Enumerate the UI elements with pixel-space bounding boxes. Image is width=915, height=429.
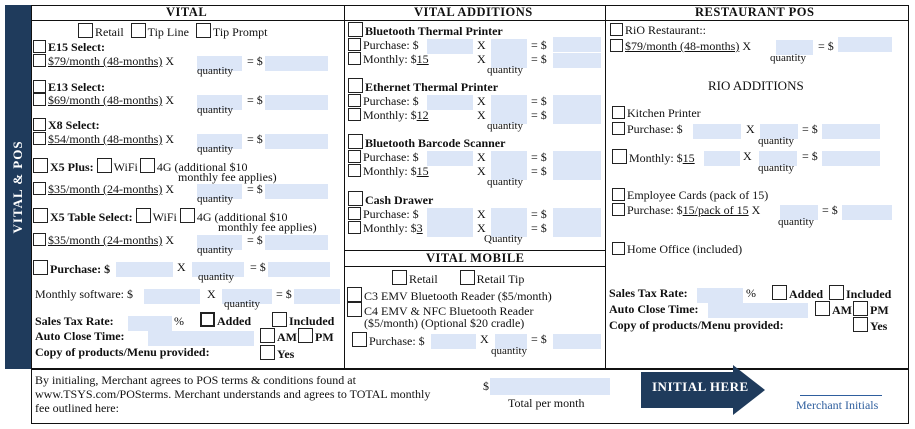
quantity-caption: quantity	[197, 193, 234, 205]
pos-included	[829, 285, 891, 302]
pos-sales-tax-label: Sales Tax Rate:	[609, 286, 688, 300]
monthly-software-label: Monthly software: $	[35, 287, 133, 301]
included-label: Included	[846, 287, 892, 301]
times-sign: X	[177, 260, 186, 274]
employee-purchase	[612, 203, 760, 218]
pos-am	[815, 301, 852, 318]
monthly-label: Monthly: $	[363, 108, 417, 122]
eth-printer-monthly-checkbox[interactable]	[348, 108, 361, 121]
equals-sign: = $	[531, 38, 547, 52]
x5plus-4g-label-2: monthly fee applies)	[178, 170, 277, 184]
header-rule-3	[605, 20, 909, 21]
terms-line-3: fee outlined here:	[35, 401, 119, 415]
vital-options-row	[78, 23, 268, 40]
equals-sign: = $	[247, 132, 263, 146]
added-checkbox[interactable]	[200, 312, 215, 327]
x5table-price-checkbox[interactable]	[33, 233, 46, 246]
x5table-4g-checkbox[interactable]	[180, 208, 195, 223]
e15-label: E15 Select:	[48, 40, 105, 54]
times-sign: X	[743, 149, 752, 163]
eth-printer-purchase-field[interactable]	[427, 95, 473, 110]
kitchen-row	[612, 106, 701, 121]
x5plus-price-checkbox[interactable]	[33, 182, 46, 195]
drawer-purchase-field[interactable]	[427, 208, 473, 223]
employee-row	[612, 188, 768, 203]
auto-close-am	[260, 328, 297, 345]
pos-copy-menu-label: Copy of products/Menu provided:	[609, 318, 784, 332]
purchase-price-field[interactable]	[116, 262, 173, 277]
x8-checkbox[interactable]	[33, 118, 46, 131]
times-sign: X	[207, 287, 216, 301]
kitchen-monthly-checkbox[interactable]	[612, 149, 627, 164]
sales-tax-label: Sales Tax Rate:	[35, 314, 114, 328]
c4-label: C4 EMV & NFC Bluetooth Reader	[364, 304, 534, 318]
employee-purchase-checkbox[interactable]	[612, 203, 625, 216]
bt-printer-monthly-checkbox[interactable]	[348, 52, 361, 65]
equals-sign: = $	[250, 260, 266, 274]
header-rule-2	[344, 20, 605, 21]
mobile-rule-bottom	[344, 266, 605, 267]
e13-price-row	[33, 93, 174, 108]
e13-total-field[interactable]	[265, 95, 328, 110]
merchant-initials-label[interactable]: Merchant Initials	[796, 398, 879, 412]
monthly-label: Monthly: $	[363, 52, 417, 66]
times-sign: X	[477, 38, 486, 52]
purchase-label: Purchase: $	[627, 203, 683, 217]
purchase-label: Purchase: $	[363, 94, 419, 108]
times-sign: X	[165, 93, 174, 107]
purchase-label: Purchase: $	[627, 122, 683, 136]
equals-sign: = $	[802, 149, 818, 163]
bt-scanner-total-field[interactable]	[553, 151, 601, 166]
equals-sign: = $	[822, 203, 838, 217]
kitchen-purchase-checkbox[interactable]	[612, 122, 625, 135]
eth-printer-monthly	[348, 108, 429, 123]
kitchen-total-field[interactable]	[822, 124, 880, 139]
x5plus-total-field[interactable]	[265, 184, 328, 199]
kitchen-checkbox[interactable]	[612, 106, 625, 119]
c3-label: C3 EMV Bluetooth Reader ($5/month)	[364, 289, 552, 303]
x5table-total-field[interactable]	[265, 235, 328, 250]
x5table-4g-label-2: monthly fee applies)	[218, 220, 317, 234]
x5table-price-row	[33, 233, 174, 248]
total-per-month-label: Total per month	[508, 396, 585, 410]
rio-label: RiO Restaurant::	[625, 23, 706, 37]
tipprompt-label: Tip Prompt	[212, 25, 268, 39]
bt-printer-label: Bluetooth Thermal Printer	[365, 24, 503, 38]
home-office-label: Home Office (included)	[627, 242, 743, 256]
x5table-wifi-checkbox[interactable]	[136, 208, 151, 223]
quantity-caption: quantity	[487, 64, 524, 76]
employee-price: 15	[682, 203, 695, 217]
bt-printer-total-field[interactable]	[553, 37, 601, 52]
total-dollar-sign: $	[483, 379, 489, 393]
kitchen-purchase-field[interactable]	[693, 124, 741, 139]
equals-sign: = $	[276, 287, 292, 301]
eth-printer-label: Ethernet Thermal Printer	[365, 80, 499, 94]
added-label: Added	[217, 314, 252, 328]
x8-price-checkbox[interactable]	[33, 132, 46, 145]
equals-sign: = $	[531, 52, 547, 66]
x5table-price: $35/month (24-months)	[48, 233, 163, 247]
auto-close-field[interactable]	[148, 331, 254, 346]
drawer-row	[348, 191, 433, 208]
quantity-caption: quantity	[197, 244, 234, 256]
quantity-caption: quantity	[198, 271, 235, 283]
times-sign: X	[477, 94, 486, 108]
initial-here-label: INITIAL HERE	[652, 379, 749, 394]
pos-copy-menu-yes	[853, 317, 887, 334]
mobile-retail-checkbox[interactable]	[392, 270, 407, 285]
x8-price-row	[33, 132, 174, 147]
quantity-caption: quantity	[224, 298, 261, 310]
e15-total-field[interactable]	[265, 56, 328, 71]
pos-auto-close-label: Auto Close Time:	[609, 302, 699, 316]
c4-sub: ($5/month) (Optional $20 cradle)	[364, 316, 525, 330]
bt-scanner-monthly-total-field[interactable]	[553, 165, 601, 180]
rio-price-checkbox[interactable]	[610, 39, 623, 52]
percent-sign: %	[746, 286, 756, 300]
drawer-label: Cash Drawer	[365, 193, 434, 207]
x8-total-field[interactable]	[265, 134, 328, 149]
times-sign: X	[480, 332, 489, 346]
quantity-caption: quantity	[758, 135, 795, 147]
times-sign: X	[165, 182, 174, 196]
times-sign: X	[477, 221, 486, 235]
header-rule-1	[31, 20, 344, 21]
bt-scanner-monthly-checkbox[interactable]	[348, 164, 361, 177]
x5plus-price-row	[33, 182, 174, 197]
monthly-software-field[interactable]	[144, 289, 200, 304]
bt-printer-monthly	[348, 52, 429, 67]
total-per-month-field[interactable]	[490, 378, 610, 395]
pm-label: PM	[315, 330, 334, 344]
pos-pm-checkbox[interactable]	[853, 301, 868, 316]
bt-printer-row	[348, 22, 503, 39]
added-label: Added	[789, 287, 824, 301]
rio-price-row	[610, 39, 751, 54]
mobile-retail-label: Retail	[409, 272, 438, 286]
quantity-caption: quantity	[770, 52, 807, 64]
e15-price-row	[33, 54, 174, 69]
equals-sign: = $	[247, 182, 263, 196]
side-label: VITAL & POS	[10, 140, 25, 234]
retail-checkbox[interactable]	[78, 23, 93, 38]
copy-menu-label: Copy of products/Menu provided:	[35, 345, 210, 359]
times-sign: X	[477, 150, 486, 164]
times-sign: X	[477, 207, 486, 221]
e13-price-checkbox[interactable]	[33, 93, 46, 106]
purchase-checkbox[interactable]	[33, 260, 48, 275]
pos-added	[772, 285, 823, 302]
retail-label: Retail	[95, 25, 124, 39]
e13-price: $69/month (48-months)	[48, 93, 163, 107]
yes-label: Yes	[870, 319, 888, 333]
x8-price: $54/month (48-months)	[48, 132, 163, 146]
times-sign: X	[477, 108, 486, 122]
tipprompt-checkbox[interactable]	[196, 23, 211, 38]
pos-am-checkbox[interactable]	[815, 301, 830, 316]
bt-printer-checkbox[interactable]	[348, 22, 363, 37]
mobile-purchase	[352, 332, 425, 349]
monthly-amount: 15	[416, 52, 429, 66]
purchase-label: Purchase: $	[363, 150, 419, 164]
equals-sign: = $	[247, 93, 263, 107]
kitchen-purchase	[612, 122, 683, 137]
kitchen-monthly-field[interactable]	[704, 151, 740, 166]
bt-printer-qty-field[interactable]	[491, 39, 527, 54]
quantity-caption: quantity	[487, 176, 524, 188]
terms-line-2: www.TSYS.com/POSterms. Merchant understands and agrees to TOTAL monthly	[35, 387, 431, 401]
included-checkbox[interactable]	[272, 312, 287, 327]
monthly-label: Monthly: $	[629, 151, 683, 165]
x5plus-label: X5 Plus:	[50, 160, 94, 174]
e15-price: $79/month (48-months)	[48, 54, 163, 68]
eth-printer-purchase-checkbox[interactable]	[348, 94, 361, 107]
bt-scanner-row	[348, 134, 505, 151]
equals-sign: = $	[818, 39, 834, 53]
rio-additions-title: RIO ADDITIONS	[708, 78, 804, 93]
tipline-label: Tip Line	[147, 25, 189, 39]
quantity-caption: quantity	[197, 143, 234, 155]
bt-scanner-checkbox[interactable]	[348, 134, 363, 149]
times-sign: X	[165, 132, 174, 146]
eth-printer-qty-field[interactable]	[491, 95, 527, 110]
am-label: AM	[832, 303, 852, 317]
kitchen-monthly	[612, 149, 695, 166]
quantity-caption: Quantity	[484, 233, 523, 245]
copy-menu-yes	[260, 345, 294, 362]
employee-label: Employee Cards (pack of 15)	[627, 188, 769, 202]
equals-sign: = $	[247, 233, 263, 247]
pos-auto-close-field[interactable]	[708, 303, 808, 318]
divider-1	[344, 5, 345, 369]
employee-total-field[interactable]	[842, 205, 892, 220]
equals-sign: = $	[802, 122, 818, 136]
auto-close-label: Auto Close Time:	[35, 329, 125, 343]
yes-checkbox[interactable]	[260, 345, 275, 360]
drawer-monthly	[348, 221, 423, 236]
am-label: AM	[277, 330, 297, 344]
bt-scanner-monthly	[348, 164, 429, 179]
monthly-label: Monthly: $	[363, 221, 417, 235]
auto-close-pm	[298, 328, 334, 345]
e13-label: E13 Select:	[48, 80, 105, 94]
purchase-label: Purchase: $	[369, 334, 425, 348]
eth-printer-row	[348, 78, 498, 95]
times-sign: X	[477, 52, 486, 66]
pos-yes-checkbox[interactable]	[853, 317, 868, 332]
wifi-label: WiFi	[152, 210, 177, 224]
pos-added-checkbox[interactable]	[772, 285, 787, 300]
monthly-software-total-field[interactable]	[294, 289, 340, 304]
rio-row	[610, 23, 706, 38]
equals-sign: = $	[531, 332, 547, 346]
times-sign: X	[751, 203, 761, 217]
quantity-caption: quantity	[197, 104, 234, 116]
eth-printer-purchase	[348, 94, 419, 109]
times-sign: X	[746, 122, 755, 136]
merchant-initials-line	[800, 395, 882, 396]
eth-printer-total-field[interactable]	[553, 95, 601, 110]
drawer-monthly-checkbox[interactable]	[348, 221, 361, 234]
x5plus-4g-checkbox[interactable]	[140, 158, 155, 173]
bt-printer-purchase	[348, 38, 419, 53]
rio-total-field[interactable]	[838, 37, 892, 52]
e15-row	[33, 40, 105, 55]
x5plus-checkbox[interactable]	[33, 158, 48, 173]
x5plus-wifi-checkbox[interactable]	[97, 158, 112, 173]
purchase-label: Purchase: $	[363, 207, 419, 221]
employee-pack: /pack of 15	[694, 203, 749, 217]
equals-sign: = $	[531, 164, 547, 178]
mobile-options-row	[392, 270, 524, 287]
bt-printer-purchase-field[interactable]	[427, 39, 473, 54]
vital-title: VITAL	[166, 5, 208, 19]
c4-checkbox[interactable]	[347, 302, 362, 317]
drawer-total-field[interactable]	[553, 208, 601, 223]
bt-scanner-purchase	[348, 150, 419, 165]
times-sign: X	[477, 164, 486, 178]
pos-title: RESTAURANT POS	[695, 5, 815, 19]
sales-tax-included	[272, 312, 334, 329]
times-sign: X	[742, 39, 751, 53]
equals-sign: = $	[531, 94, 547, 108]
x5plus-price: $35/month (24-months)	[48, 182, 163, 196]
bt-scanner-qty-field[interactable]	[491, 151, 527, 166]
home-office-checkbox[interactable]	[612, 242, 625, 255]
x5table-4g-label: 4G (additional $10	[196, 210, 288, 224]
equals-sign: = $	[531, 150, 547, 164]
kitchen-label: Kitchen Printer	[627, 106, 701, 120]
eth-printer-monthly-total-field[interactable]	[553, 109, 601, 124]
e13-checkbox[interactable]	[33, 80, 46, 93]
drawer-checkbox[interactable]	[348, 191, 363, 206]
eth-printer-checkbox[interactable]	[348, 78, 363, 93]
monthly-amount: 12	[416, 108, 429, 122]
drawer-monthly-total-field[interactable]	[553, 222, 601, 237]
equals-sign: = $	[531, 221, 547, 235]
drawer-purchase-checkbox[interactable]	[348, 207, 361, 220]
equals-sign: = $	[531, 108, 547, 122]
pm-checkbox[interactable]	[298, 328, 313, 343]
c3-checkbox[interactable]	[347, 287, 362, 302]
am-checkbox[interactable]	[260, 328, 275, 343]
tipline-checkbox[interactable]	[131, 23, 146, 38]
drawer-qty-field[interactable]	[491, 208, 527, 223]
employee-checkbox[interactable]	[612, 188, 625, 201]
home-office-row	[612, 242, 742, 257]
pos-pm	[853, 301, 889, 318]
wifi-label: WiFi	[113, 160, 138, 174]
drawer-monthly-field[interactable]	[427, 222, 473, 237]
pos-included-checkbox[interactable]	[829, 285, 844, 300]
side-label-bar	[5, 5, 31, 369]
pos-sales-tax-field[interactable]	[697, 288, 743, 303]
quantity-caption: quantity	[758, 162, 795, 174]
mobile-title: VITAL MOBILE	[426, 251, 525, 265]
x5table-label: X5 Table Select:	[50, 210, 133, 224]
mobile-retail-tip-checkbox[interactable]	[460, 270, 475, 285]
e15-price-checkbox[interactable]	[33, 54, 46, 67]
sales-tax-added	[200, 312, 251, 329]
mobile-retail-tip-label: Retail Tip	[476, 272, 525, 286]
yes-label: Yes	[277, 347, 295, 361]
additions-title: VITAL ADDITIONS	[414, 5, 533, 19]
included-label: Included	[289, 314, 335, 328]
e15-checkbox[interactable]	[33, 40, 46, 53]
rio-checkbox[interactable]	[610, 23, 623, 36]
sales-tax-field[interactable]	[128, 316, 172, 331]
purchase-label: Purchase: $	[363, 38, 419, 52]
quantity-caption: quantity	[487, 120, 524, 132]
x5plus-4g-label: 4G (additional $10	[156, 160, 248, 174]
x5table-checkbox[interactable]	[33, 208, 48, 223]
purchase-row	[33, 260, 110, 277]
times-sign: X	[165, 54, 174, 68]
mobile-purchase-field[interactable]	[431, 334, 476, 349]
terms-line-1: By initialing, Merchant agrees to POS terms & conditions found at	[35, 373, 356, 387]
bt-scanner-label: Bluetooth Barcode Scanner	[365, 136, 506, 150]
bt-scanner-purchase-field[interactable]	[427, 151, 473, 166]
monthly-amount: 15	[682, 151, 695, 165]
purchase-label: Purchase: $	[50, 262, 111, 276]
times-sign: X	[165, 233, 174, 247]
quantity-caption: quantity	[491, 345, 528, 357]
mobile-total-field[interactable]	[553, 334, 601, 349]
quantity-caption: quantity	[778, 216, 815, 228]
monthly-label: Monthly: $	[363, 164, 417, 178]
monthly-amount: 15	[416, 164, 429, 178]
kitchen-monthly-total-field[interactable]	[822, 151, 880, 166]
divider-2	[605, 5, 606, 369]
mobile-purchase-checkbox[interactable]	[352, 332, 367, 347]
pm-label: PM	[870, 303, 889, 317]
x8-row	[33, 118, 100, 133]
equals-sign: = $	[531, 207, 547, 221]
equals-sign: = $	[247, 54, 263, 68]
bt-printer-monthly-total-field[interactable]	[553, 53, 601, 68]
rio-price: $79/month (48-months)	[625, 39, 740, 53]
percent-sign: %	[174, 314, 184, 328]
bt-printer-purchase-checkbox[interactable]	[348, 38, 361, 51]
quantity-caption: quantity	[197, 65, 234, 77]
monthly-amount: 3	[416, 221, 423, 235]
drawer-purchase	[348, 207, 419, 222]
bt-scanner-purchase-checkbox[interactable]	[348, 150, 361, 163]
purchase-total-field[interactable]	[268, 262, 330, 277]
x8-label: X8 Select:	[48, 118, 100, 132]
